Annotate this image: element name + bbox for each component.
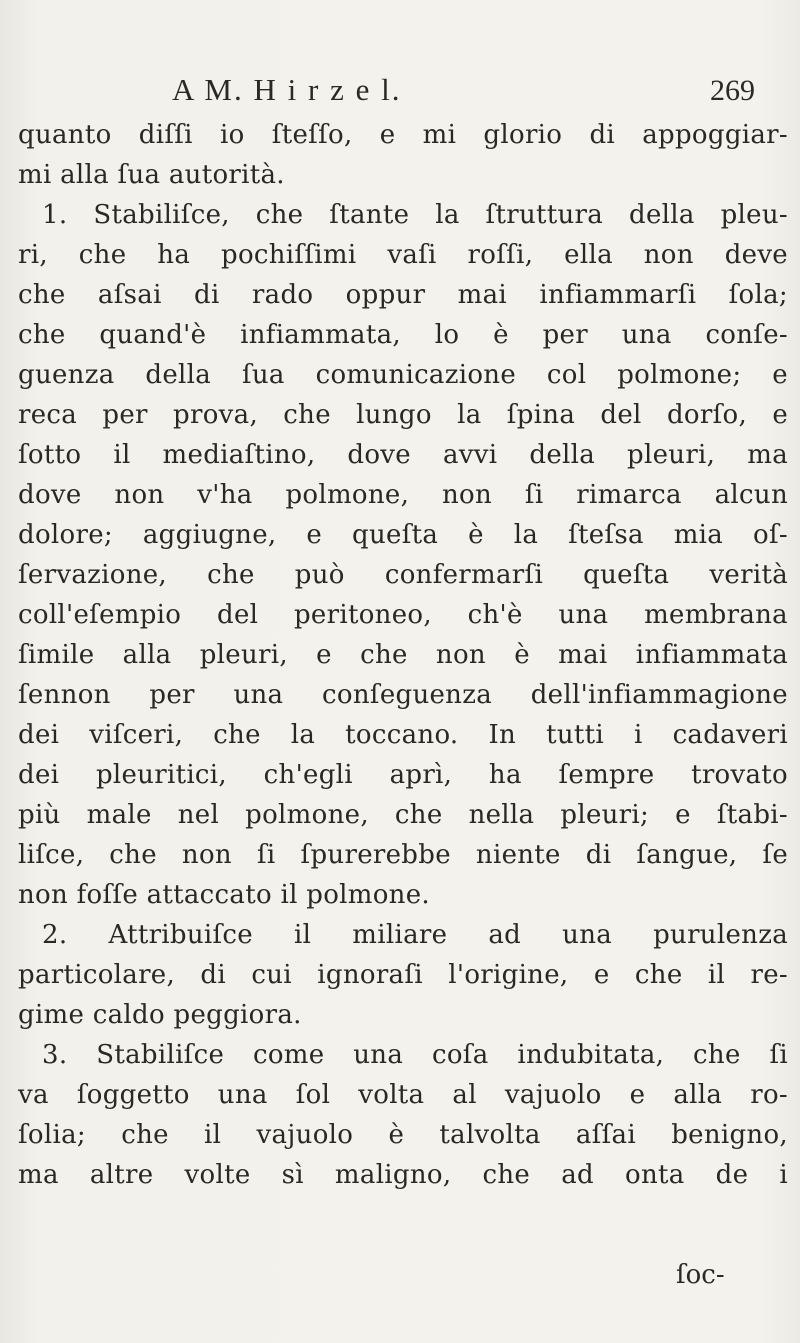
text-line: mi alla ſua autorità.	[18, 160, 285, 190]
text-line: 1. Stabiliſce, che ſtante la ſtruttura della pleu-	[42, 200, 788, 230]
text-line: che aſsai di rado oppur mai infiammarſi ſola;	[18, 280, 788, 310]
running-title: A M. H i r z e l.	[172, 72, 402, 107]
text-line: dei pleuritici, ch'egli aprì, ha ſempre trovato	[18, 760, 788, 790]
text-line: ſervazione, che può confermarſi queſta verità	[18, 560, 788, 590]
text-line: ſotto il mediaſtino, dove avvi della pleuri, ma	[18, 440, 788, 470]
text-line: guenza della ſua comunicazione col polmone; e	[18, 360, 788, 390]
text-line: reca per prova, che lungo la ſpina del dorſo, e	[18, 400, 788, 430]
text-line: va ſoggetto una ſol volta al vajuolo e alla ro-	[18, 1080, 788, 1110]
text-line: particolare, di cui ignoraſi l'origine, e che il re-	[18, 960, 788, 990]
text-line: ma altre volte sì maligno, che ad onta de i	[18, 1160, 788, 1190]
text-line: quanto diſſi io ſteſſo, e mi glorio di appoggiar-	[18, 120, 788, 150]
text-line: gime caldo peggiora.	[18, 1000, 302, 1030]
text-line: non foſſe attaccato il polmone.	[18, 880, 430, 910]
catchword: ſoc-	[676, 1260, 725, 1290]
text-line: 2. Attribuiſce il miliare ad una purulenza	[42, 920, 788, 950]
text-line: dei viſceri, che la toccano. In tutti i cadaveri	[18, 720, 788, 750]
text-line: 3. Stabiliſce come una coſa indubitata, che ſi	[42, 1040, 788, 1070]
text-line: dove non v'ha polmone, non ſi rimarca alcun	[18, 480, 788, 510]
running-head	[0, 72, 800, 112]
text-line: ri, che ha pochiſſimi vaſi roſſi, ella non deve	[18, 240, 788, 270]
text-line: ſimile alla pleuri, e che non è mai infiammata	[18, 640, 788, 670]
text-line: ſennon per una conſeguenza dell'infiammagione	[18, 680, 788, 710]
page-number: 269	[710, 74, 755, 107]
text-line: dolore; aggiugne, e queſta è la ſteſsa mia oſ-	[18, 520, 788, 550]
text-line: ſolia; che il vajuolo è talvolta aſſai benigno,	[18, 1120, 788, 1150]
text-line: coll'eſempio del peritoneo, ch'è una membrana	[18, 600, 788, 630]
text-line: liſce, che non ſi ſpurerebbe niente di ſangue, ſe	[18, 840, 788, 870]
text-line: che quand'è infiammata, lo è per una conſe-	[18, 320, 788, 350]
text-line: più male nel polmone, che nella pleuri; e ſtabi-	[18, 800, 788, 830]
